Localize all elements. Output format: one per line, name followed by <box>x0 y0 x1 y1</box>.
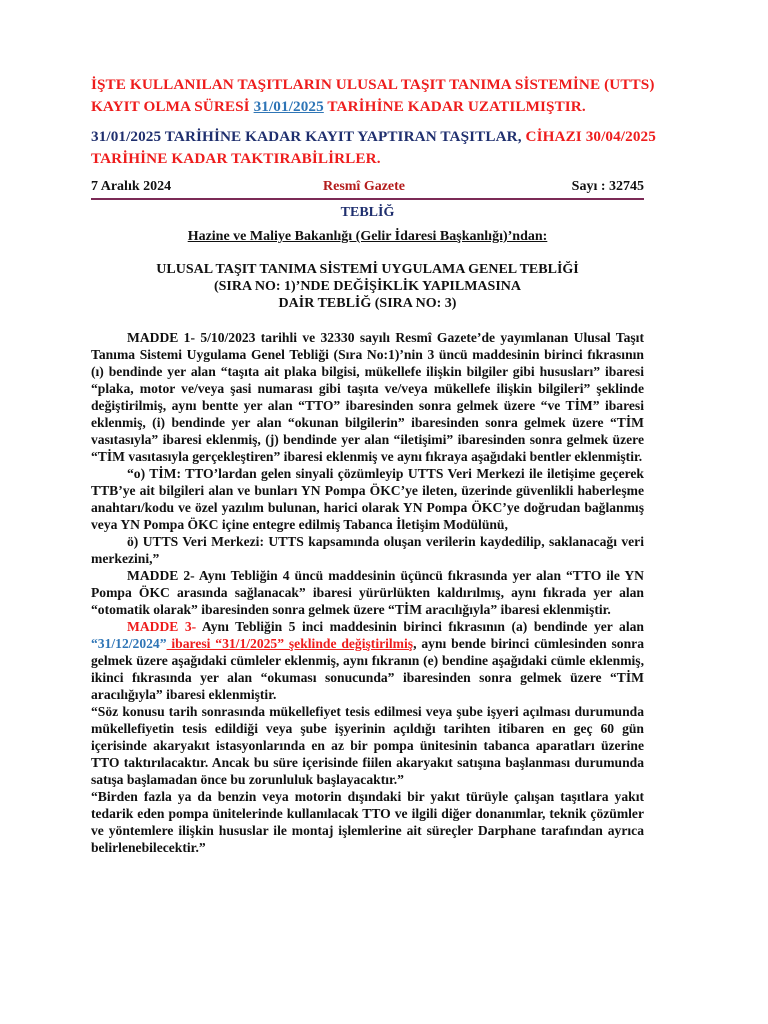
article-1-item-oo: ö) UTTS Veri Merkezi: UTTS kapsamında oluşan verilerin kaydedilip, saklanacağı veri merkezini,” <box>91 534 644 566</box>
quoted-sentence-1: “Söz konusu tarih sonrasında mükellefiyet tesis edilmesi veya şube işyeri açılması durumunda mükellefiyetin tesis edildiği veya şube işyerinin açıldığı tarihten itibaren en geç 60 gün içerisinde akaryakıt istasyonlarında en az bir pompa ünitesinin tabanca aparatları üzerine TTO taktırılacaktır. Ancak bu süre içerisinde fiilen akaryakıt satışına başlanması durumunda satışa başlamadan önce bu zorunluluk başlayacaktır.” <box>91 704 644 787</box>
title-line-3: DAİR TEBLİĞ (SIRA NO: 3) <box>278 296 457 311</box>
article-3-text-a: Aynı Tebliğin 5 inci maddesinin birinci fıkrasının (a) bendinde yer alan <box>196 619 644 634</box>
article-3-change: ibaresi “31/1/2025” şeklinde değiştirilmiş <box>166 636 414 651</box>
title-line-2: (SIRA NO: 1)’NDE DEĞİŞİKLİK YAPILMASINA <box>213 279 521 294</box>
notice-text-part1: İŞTE KULLANILAN TAŞITLARIN ULUSAL TAŞIT TANIMA SİSTEMİNE (UTTS) KAYIT OLMA SÜRESİ <box>91 76 655 115</box>
gazette-date: 7 Aralık 2024 <box>91 179 172 194</box>
article-2: MADDE 2- Aynı Tebliğin 4 üncü maddesinin üçüncü fıkrasında yer alan “TTO ile YN Pompa ÖKC arasında sağlanacak” ibaresi yürürlükten kaldırılmış, aynı fıkrada yer alan “otomatik olarak” ibaresinden sonra gelmek üzere “TİM aracılığıyla” ibaresi eklenmiştir. <box>91 568 644 617</box>
article-3-old-date: “31/12/2024” <box>91 636 167 651</box>
article-3-text-b: , aynı bende birinci cümlesinden sonra gelmek üzere aşağıdaki cümleler eklenmiş, aynı fıkranın (e) bendine aşağıdaki cümle eklenmiş, ikinci fıkrasında yer alan “okuması sonucunda” ibaresinden sonra gelmek üzere “TİM aracılığıyla” ibaresi eklenmiştir. <box>91 636 644 702</box>
gazette-header <box>91 176 644 200</box>
installation-notice-part1: 31/01/2025 TARİHİNE KADAR KAYIT YAPTIRAN TAŞITLAR, <box>91 128 526 145</box>
gazette-name: Resmî Gazete <box>323 179 406 194</box>
document-title <box>91 261 644 312</box>
gazette-issue-number: Sayı : 32745 <box>571 179 644 194</box>
document-body <box>91 329 644 856</box>
quoted-sentence-2: “Birden fazla ya da benzin veya motorin dışındaki bir yakıt türüyle çalışan taşıtlara yakıt tedarik eden pompa ünitelerinde kullanılacak TTO ve ilgili diğer donanımlar, teknik çözümler ve yöntemlere ilişkin hususlar ile montaj işlemlerine ait süreçler Darphane tarafından ayrıca belirlenebilecektir.” <box>91 789 644 855</box>
article-1-item-o: “o) TİM: TTO’lardan gelen sinyali çözümleyip UTTS Veri Merkezi ile iletişime geçerek TTB’ye ait bilgileri alan ve bunları YN Pompa ÖKC’ye ileten, üzerinde güvenlikli haberleşme anahtarı/kodu ve özel yazılım bulunan, harici olarak YN Pompa ÖKC’ye doğrudan bağlanmış veya YN Pompa ÖKC içine entegre edilmiş Tabanca İletişim Modülünü, <box>91 466 644 532</box>
installation-notice <box>91 126 691 170</box>
ministry-line: Hazine ve Maliye Bakanlığı (Gelir İdaresi Başkanlığı)’ndan: <box>187 229 548 244</box>
installation-notice-part2: CİHAZI 30/04/2025 TARİHİNE KADAR TAKTIRABİLİRLER. <box>91 128 656 167</box>
notice-text-part2: TARİHİNE KADAR UZATILMIŞTIR. <box>323 98 586 115</box>
article-3 <box>91 618 644 703</box>
article-1: MADDE 1- 5/10/2023 tarihli ve 32330 sayılı Resmî Gazete’de yayımlanan Ulusal Taşıt Tanıma Sistemi Uygulama Genel Tebliği (Sıra No:1)’nin 3 üncü maddesinin birinci fıkrasının (ı) bendinde yer alan “taşıta ait plaka bilgisi, mükellefe ilişkin bilgiler gibi hususları” ibaresi “plaka, motor ve/veya şasi numarası gibi taşıta ve/veya mükellefe ilişkin bilgileri” şeklinde değiştirilmiş, aynı bentte yer alan “TTO” ibaresinden sonra gelmek üzere “ve TİM” ibaresi eklenmiş, (i) bendinde yer alan “okunan bilgilerin” ibaresinden sonra gelmek üzere “TİM vasıtasıyla” ibaresi eklenmiş, (j) bendinde yer alan “iletişimi” ibaresinden sonra gelmek üzere “TİM vasıtasıyla gerçekleştiren” ibaresi eklenmiş ve aynı fıkraya aşağıdaki bentler eklenmiştir. <box>91 330 644 464</box>
article-3-label: MADDE 3- <box>127 619 197 634</box>
extension-notice <box>91 74 691 118</box>
document-type: TEBLİĞ <box>340 205 395 220</box>
notice-deadline-date: 31/01/2025 <box>253 98 324 115</box>
title-line-1: ULUSAL TAŞIT TANIMA SİSTEMİ UYGULAMA GENEL TEBLİĞİ <box>156 262 579 277</box>
